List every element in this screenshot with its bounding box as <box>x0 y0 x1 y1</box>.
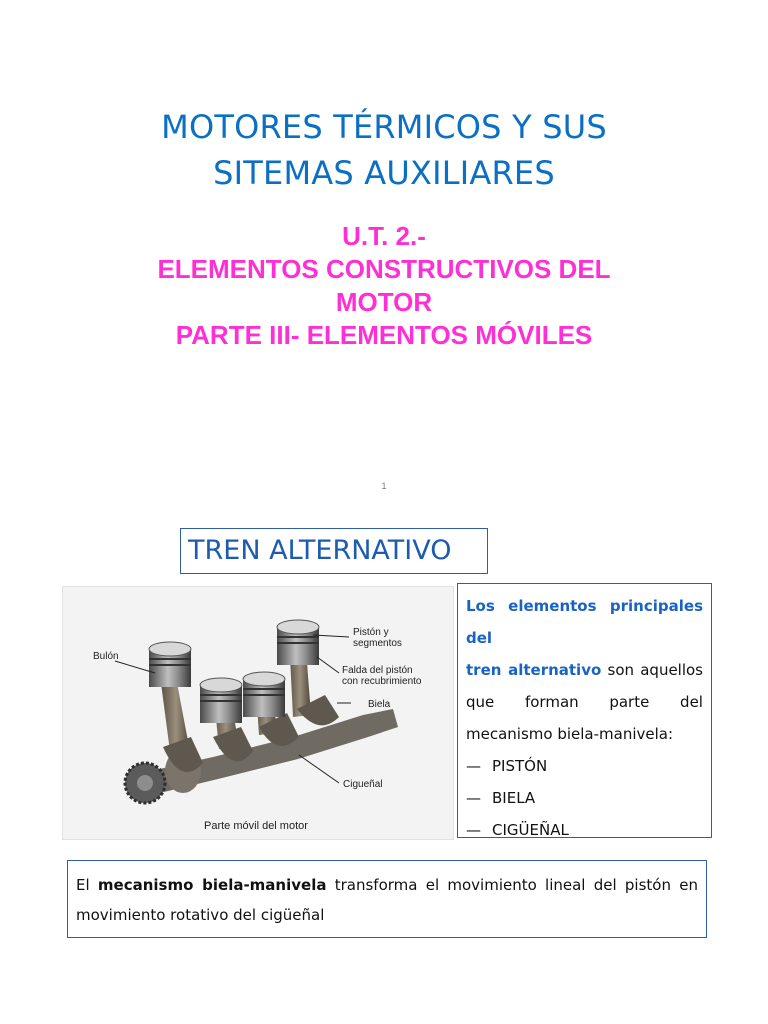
piston-2 <box>200 678 242 723</box>
dash-icon: — <box>466 757 481 775</box>
definition-box <box>67 860 707 938</box>
title-line-2: SITEMAS AUXILIARES <box>213 154 555 192</box>
intro-bold-2: tren alternativo <box>466 661 602 679</box>
unit-subtitle <box>0 220 768 352</box>
intro-word: forman <box>524 693 579 711</box>
intro-bold-1: Los elementos principales del <box>466 597 703 647</box>
subtitle-line-3: MOTOR <box>335 287 433 317</box>
intro-line-4: mecanismo biela-manivela: <box>466 725 674 743</box>
crankshaft-illustration <box>63 587 455 841</box>
elements-list <box>466 750 703 846</box>
definition-line-2: movimiento rotativo del cigüeñal <box>76 906 325 924</box>
main-elements-box <box>457 583 712 838</box>
subtitle-line-1: U.T. 2.- <box>342 221 426 251</box>
intro-line-2 <box>466 654 703 686</box>
list-item-label: PISTÓN <box>492 757 548 775</box>
label-skirt: Falda del pistón con recubrimiento <box>342 665 422 687</box>
label-pin: Bulón <box>93 651 119 662</box>
label-piston: Pistón y segmentos <box>353 627 402 649</box>
dash-icon: — <box>466 821 481 839</box>
intro-line-3 <box>466 686 703 718</box>
section-heading: TREN ALTERNATIVO <box>180 528 488 574</box>
page-number: 1 <box>381 481 387 491</box>
piston-3 <box>243 672 285 717</box>
definition-prefix: El <box>76 876 90 894</box>
definition-term: mecanismo biela-manivela <box>97 876 327 894</box>
subtitle-line-2: ELEMENTOS CONSTRUCTIVOS DEL <box>157 254 611 284</box>
list-item-label: CIGÜEÑAL <box>492 821 569 839</box>
list-item <box>466 814 703 846</box>
intro-line-1 <box>466 590 703 654</box>
figure-caption: Parte móvil del motor <box>204 820 308 832</box>
list-item-label: BIELA <box>492 789 536 807</box>
label-rod: Biela <box>368 699 391 710</box>
piston-4 <box>277 620 319 665</box>
intro-rest-2: son aquellos <box>607 661 704 679</box>
list-item <box>466 750 703 782</box>
list-item <box>466 782 703 814</box>
label-crankshaft: Cigueñal <box>343 779 383 790</box>
document-title <box>0 104 768 196</box>
intro-word: parte <box>609 693 650 711</box>
piston-1 <box>149 642 191 687</box>
dash-icon: — <box>466 789 481 807</box>
intro-word: que <box>466 693 495 711</box>
definition-line-1 <box>76 870 698 900</box>
title-line-1: MOTORES TÉRMICOS Y SUS <box>161 108 607 146</box>
subtitle-line-4: PARTE III- ELEMENTOS MÓVILES <box>175 320 593 350</box>
engine-moving-parts-image <box>62 586 454 840</box>
intro-word: del <box>680 693 703 711</box>
definition-rest: transforma el movimiento lineal del pistón en <box>334 876 698 894</box>
